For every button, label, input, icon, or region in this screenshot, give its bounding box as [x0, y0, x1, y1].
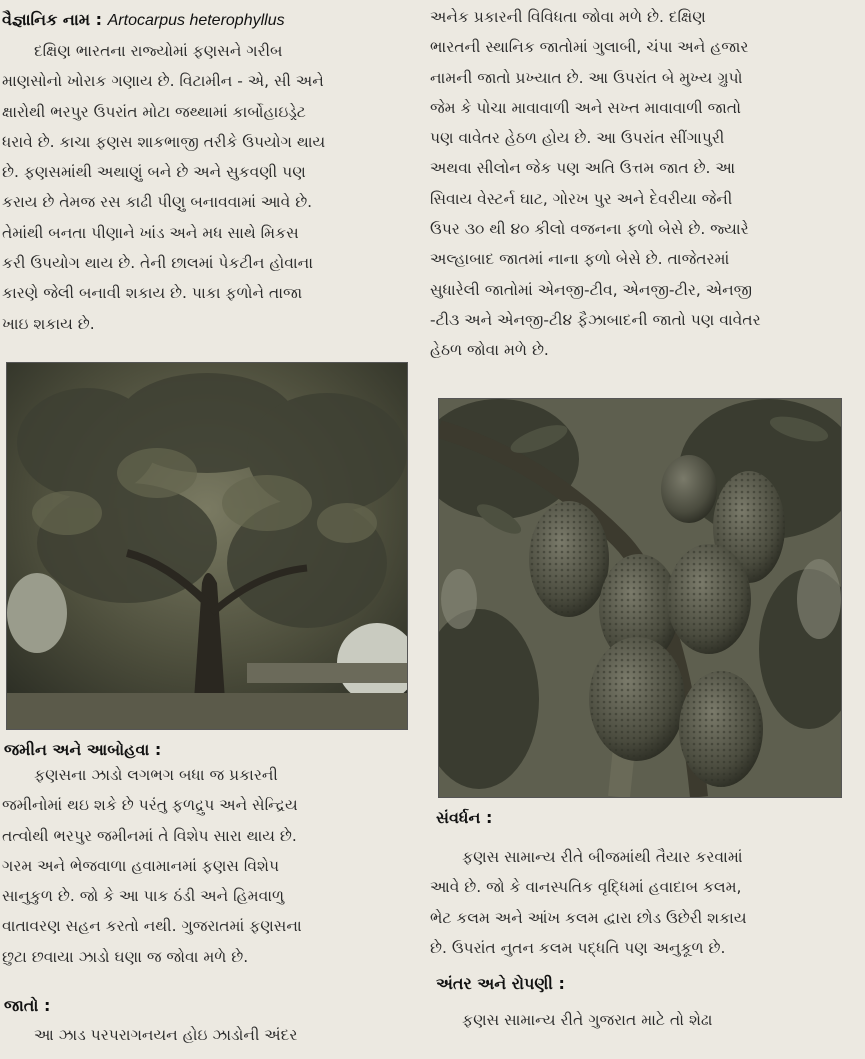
text-line: ખાઇ શકાય છે. — [2, 314, 95, 333]
fruit-illustration — [439, 399, 841, 797]
varieties-heading: જાતો : — [4, 996, 51, 1015]
spacing-planting-paragraph — [430, 1005, 854, 1035]
text-line: ક્ષારોથી ભરપુર ઉપરાંત મોટા જથ્થામાં કાર્બોહાઇડ્રેટ — [2, 102, 306, 121]
text-line: છે. ફણસમાંથી અથાણું બને છે અને સુકવણી પણ — [2, 163, 306, 182]
text-line: વાતાવરણ સહન કરતો નથી. ગુજરાતમાં ફણસના — [2, 917, 302, 936]
text-line: ગરમ અને ભેજવાળા હવામાનમાં ફણસ વિશેપ — [2, 856, 280, 875]
text-line: કરી ઉપયોગ થાય છે. તેની છાલમાં પેકટીન હોવાના — [2, 254, 314, 273]
propagation-paragraph — [430, 842, 854, 963]
propagation-heading: સંવર્ધન : — [436, 808, 493, 827]
text-line: કારણે જેલી બનાવી શકાય છે. પાકા ફળોને તાજા — [2, 284, 303, 303]
intro-paragraph — [2, 36, 406, 339]
text-line: છે. ઉપરાંત નુતન કલમ પદ્ધતિ પણ અનુકૂળ છે. — [430, 938, 726, 957]
text-line: -ટી૩ અને એનજી-ટી૪ ફૈઝાબાદની જાતો પણ વાવેતર — [430, 310, 761, 329]
text-line: અનેક પ્રકારની વિવિધતા જોવા મળે છે. દક્ષિણ — [430, 8, 706, 26]
text-line: તેમાંથી બનતા પીણાને ખાંડ અને મધ સાથે મિકસ — [2, 223, 299, 242]
text-line: અથવા સીલોન જેક પણ અતિ ઉત્તમ જાત છે. આ — [430, 159, 736, 178]
text-line: ફણસ સામાન્ય રીતે ગુજરાત માટે તો શેઢા — [462, 1011, 713, 1029]
text-line: ભારતની સ્થાનિક જાતોમાં ગુલાબી, ચંપા અને હજાર — [430, 38, 749, 57]
soil-climate-paragraph — [2, 760, 406, 972]
spacing-planting-heading: અંતર અને રોપણી : — [436, 974, 565, 993]
text-line: ઉપર ૩૦ થી ૪૦ કીલો વજનના ફળો બેસે છે. જ્યારે — [430, 220, 749, 239]
text-line: ફણસના ઝાડો લગભગ બધા જ પ્રકારની — [34, 766, 278, 784]
varieties-continued-paragraph — [430, 2, 854, 366]
text-line: અલ્હાબાદ જાતમાં નાના ફળો બેસે છે. તાજેતરમાં — [430, 250, 730, 269]
varieties-paragraph — [2, 1020, 406, 1050]
text-line: જમીનોમાં થઇ શકે છે પરંતુ ફળદ્રુપ અને સેન્દ્રિય — [2, 796, 298, 815]
scientific-name-line — [2, 10, 285, 30]
text-line: ભેટ કલમ અને આંખ કલમ દ્વારા છોડ ઉછેરી શકાય — [430, 908, 747, 927]
text-line: કરાય છે તેમજ રસ કાઢી પીણુ બનાવવામાં આવે છે. — [2, 193, 313, 212]
text-line: માણસોનો ખોરાક ગણાય છે. વિટામીન - એ, સી અને — [2, 72, 324, 91]
text-line: ફણસ સામાન્ય રીતે બીજમાંથી તૈયાર કરવામાં — [462, 848, 743, 866]
scientific-name-label: વૈજ્ઞાનિક નામ : — [2, 10, 103, 29]
text-line: સુધારેલી જાતોમાં એનજી-ટીવ, એનજી-ટીર, એનજી — [430, 280, 753, 299]
jackfruit-tree-photo — [6, 362, 408, 730]
text-line: જેમ કે પોચા માવાવાળી અને સખ્ત માવાવાળી જાતો — [430, 98, 741, 117]
text-line: હેઠળ જોવા મળે છે. — [430, 341, 549, 360]
text-line: નામની જાતો પ્રખ્યાત છે. આ ઉપરાંત બે મુખ્ય ગ્રુપો — [430, 68, 743, 87]
text-line: આ ઝાડ પરપરાગનયન હોઇ ઝાડોની અંદર — [34, 1026, 298, 1044]
text-line: ધરાવે છે. કાચા ફણસ શાકભાજી તરીકે ઉપયોગ થાય — [2, 132, 326, 151]
scientific-name: Artocarpus heterophyllus — [107, 12, 285, 29]
text-line: સાનુકુળ છે. જો કે આ પાક ઠંડી અને હિમવાળુ — [2, 887, 285, 906]
jackfruit-cluster-photo — [438, 398, 842, 798]
text-line: આવે છે. જો કે વાનસ્પતિક વૃદ્ધિમાં હવાદાબ કલમ, — [430, 878, 742, 897]
text-line: દક્ષિણ ભારતના રાજ્યોમાં ફણસને ગરીબ — [34, 42, 283, 60]
text-line: છુટા છવાયા ઝાડો ઘણા જ જોવા મળે છે. — [2, 947, 249, 966]
tree-illustration — [7, 363, 407, 729]
text-line: તત્વોથી ભરપુર જમીનમાં તે વિશેપ સારા થાય છે. — [2, 826, 297, 845]
text-line: પણ વાવેતર હેઠળ હોય છે. આ ઉપરાંત સીંગાપુરી — [430, 129, 725, 148]
soil-climate-heading: જમીન અને આબોહવા : — [4, 740, 162, 759]
text-line: સિવાય વેસ્ટર્ન ઘાટ, ગોરખ પુર અને દેવરીયા જેની — [430, 189, 733, 208]
